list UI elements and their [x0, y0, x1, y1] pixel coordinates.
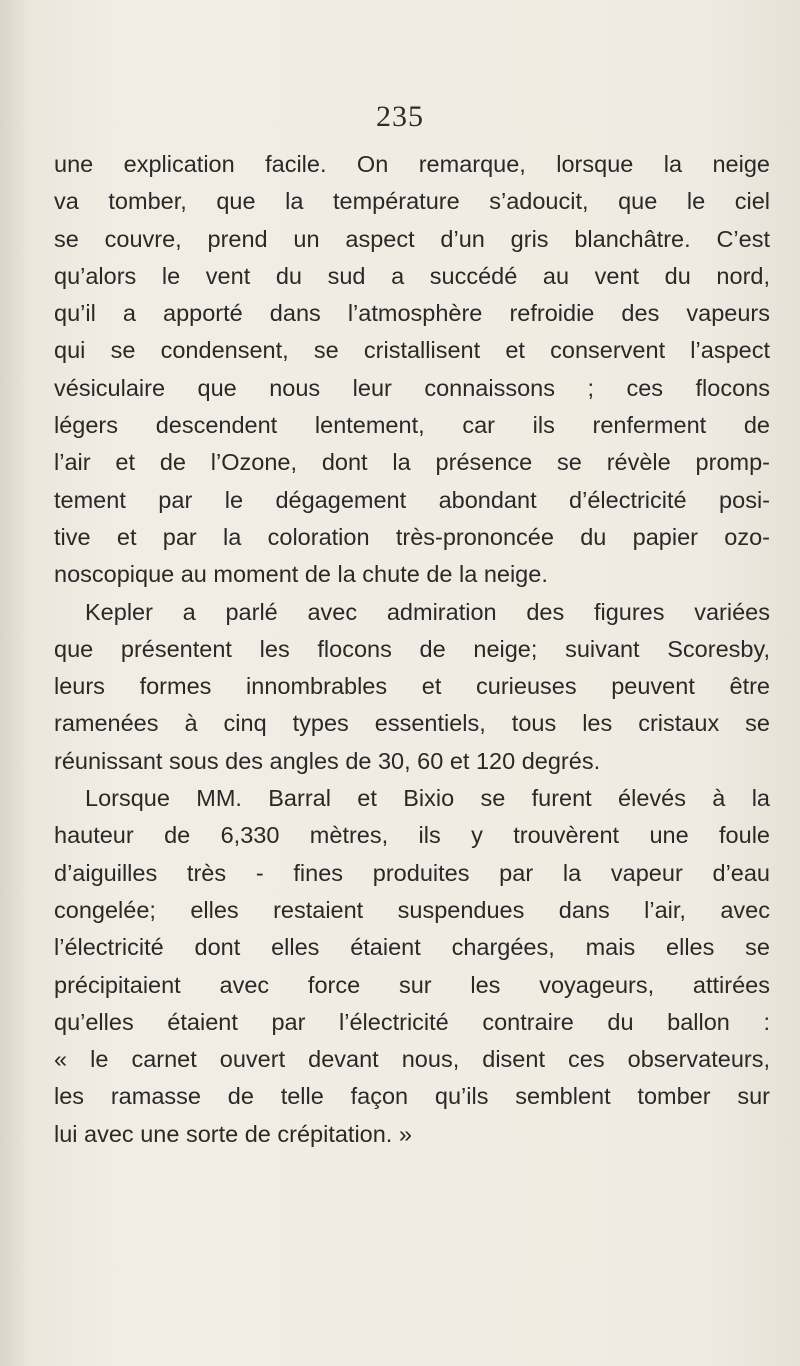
text-line: ramenées à cinq types essentiels, tous les cristaux se: [54, 710, 770, 737]
text-line: lui avec une sorte de crépitation. »: [54, 1120, 412, 1147]
text-line: les ramasse de telle façon qu’ils semblent tomber sur: [54, 1083, 770, 1110]
text-line: réunissant sous des angles de 30, 60 et 120 degrés.: [54, 747, 601, 774]
text-line: se couvre, prend un aspect d’un gris blanchâtre. C’est: [54, 225, 770, 252]
page-number: 235: [376, 100, 424, 133]
text-line: noscopique au moment de la chute de la neige.: [54, 561, 548, 588]
text-line: une explication facile. On remarque, lorsque la neige: [54, 151, 770, 177]
text-line: l’air et de l’Ozone, dont la présence se révèle promp-: [54, 449, 770, 476]
text-line: précipitaient avec force sur les voyageurs, attirées: [54, 971, 770, 998]
text-line: tive et par la coloration très-prononcée du papier ozo-: [54, 523, 770, 550]
text-line: vésiculaire que nous leur connaissons ; ces flocons: [54, 374, 770, 401]
text-line: l’électricité dont elles étaient chargées, mais elles se: [54, 934, 770, 961]
text-line: qu’elles étaient par l’électricité contraire du ballon :: [54, 1008, 770, 1035]
text-line: Lorsque MM. Barral et Bixio se furent élevés à la: [85, 785, 770, 812]
text-line: qu’il a apporté dans l’atmosphère refroidie des vapeurs: [54, 300, 770, 327]
text-line: congelée; elles restaient suspendues dans l’air, avec: [54, 896, 770, 923]
text-line: Kepler a parlé avec admiration des figures variées: [85, 598, 770, 625]
text-line: « le carnet ouvert devant nous, disent ces observateurs,: [54, 1046, 770, 1073]
text-line: qu’alors le vent du sud a succédé au vent du nord,: [54, 262, 770, 289]
text-line: que présentent les flocons de neige; suivant Scoresby,: [54, 635, 770, 662]
text-line: légers descendent lentement, car ils renferment de: [54, 412, 770, 439]
text-line: qui se condensent, se cristallisent et conservent l’aspect: [54, 337, 770, 364]
text-line: tement par le dégagement abondant d’électricité posi-: [54, 486, 770, 513]
text-line: leurs formes innombrables et curieuses peuvent être: [54, 673, 770, 700]
text-line: hauteur de 6,330 mètres, ils y trouvèrent une foule: [54, 822, 770, 849]
text-line: d’aiguilles très - fines produites par la vapeur d’eau: [54, 859, 770, 886]
text-line: va tomber, que la température s’adoucit, que le ciel: [54, 188, 770, 215]
body-text: [54, 146, 770, 1153]
